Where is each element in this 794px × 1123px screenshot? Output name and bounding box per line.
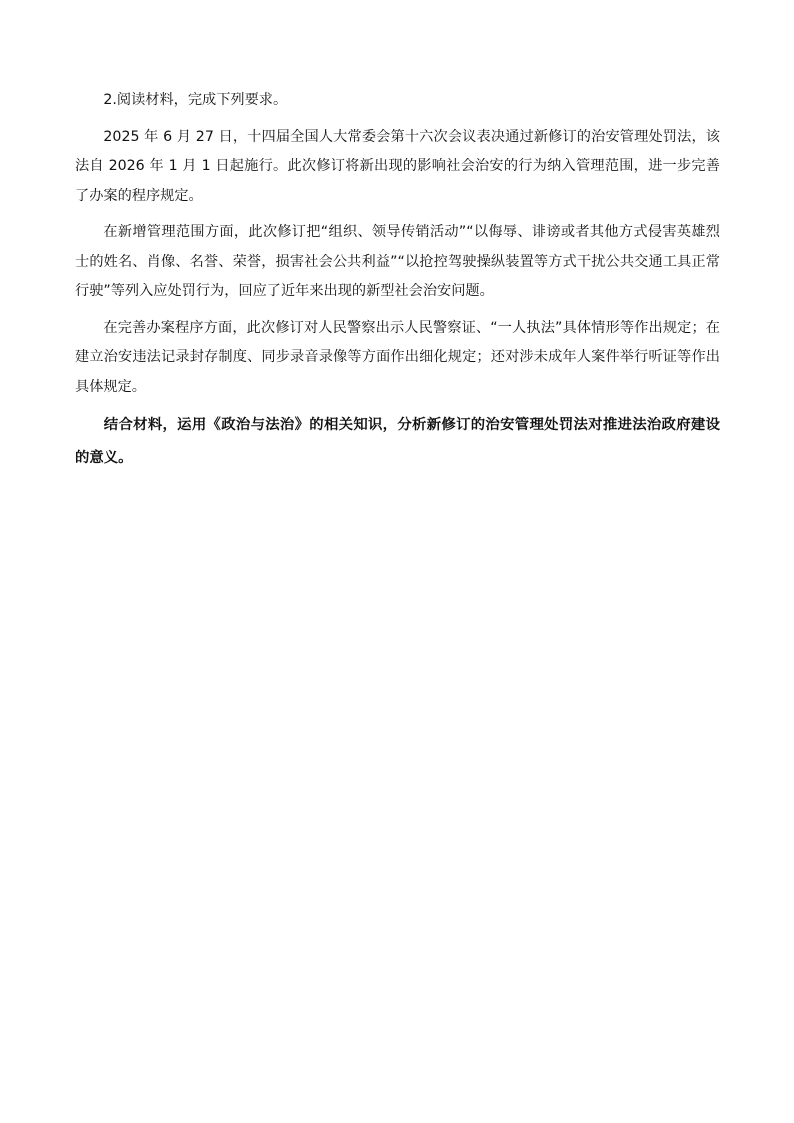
material-paragraph-3: 在完善办案程序方面，此次修订对人民警察出示人民警察证、“一人执法”具体情形等作出规定；在建立治安违法记录封存制度、同步录音录像等方面作出细化规定；还对涉未成年人案件举行听证等作出具体规定。 [75,319,720,395]
paragraph-gap [75,307,720,314]
material-paragraph-1: 2025 年 6 月 27 日，十四届全国人大常委会第十六次会议表决通过新修订的治安管理处罚法，该法自 2026 年 1 月 1 日起施行。此次修订将新出现的影响社会治安的行为纳入管理范围，进一步完善了办案的程序规定。 [75,128,720,204]
paragraph-gap [75,211,720,218]
material-paragraph-2: 在新增管理范围方面，此次修订把“组织、领导传销活动”“以侮辱、诽谤或者其他方式侵害英雄烈士的姓名、肖像、名誉、荣誉，损害社会公共利益”“以抢控驾驶操纵装置等方式干扰公共交通工具正常行驶”等列入应处罚行为，回应了近年来出现的新型社会治安问题。 [75,224,720,299]
question-number-line: 2.阅读材料，完成下列要求。 [103,92,288,108]
question-prompt: 结合材料，运用《政治与法治》的相关知识，分析新修订的治安管理处罚法对推进法治政府建设的意义。 [75,417,720,466]
document-page [75,86,720,475]
paragraph-gap [75,402,720,409]
paragraph-gap [75,116,720,123]
